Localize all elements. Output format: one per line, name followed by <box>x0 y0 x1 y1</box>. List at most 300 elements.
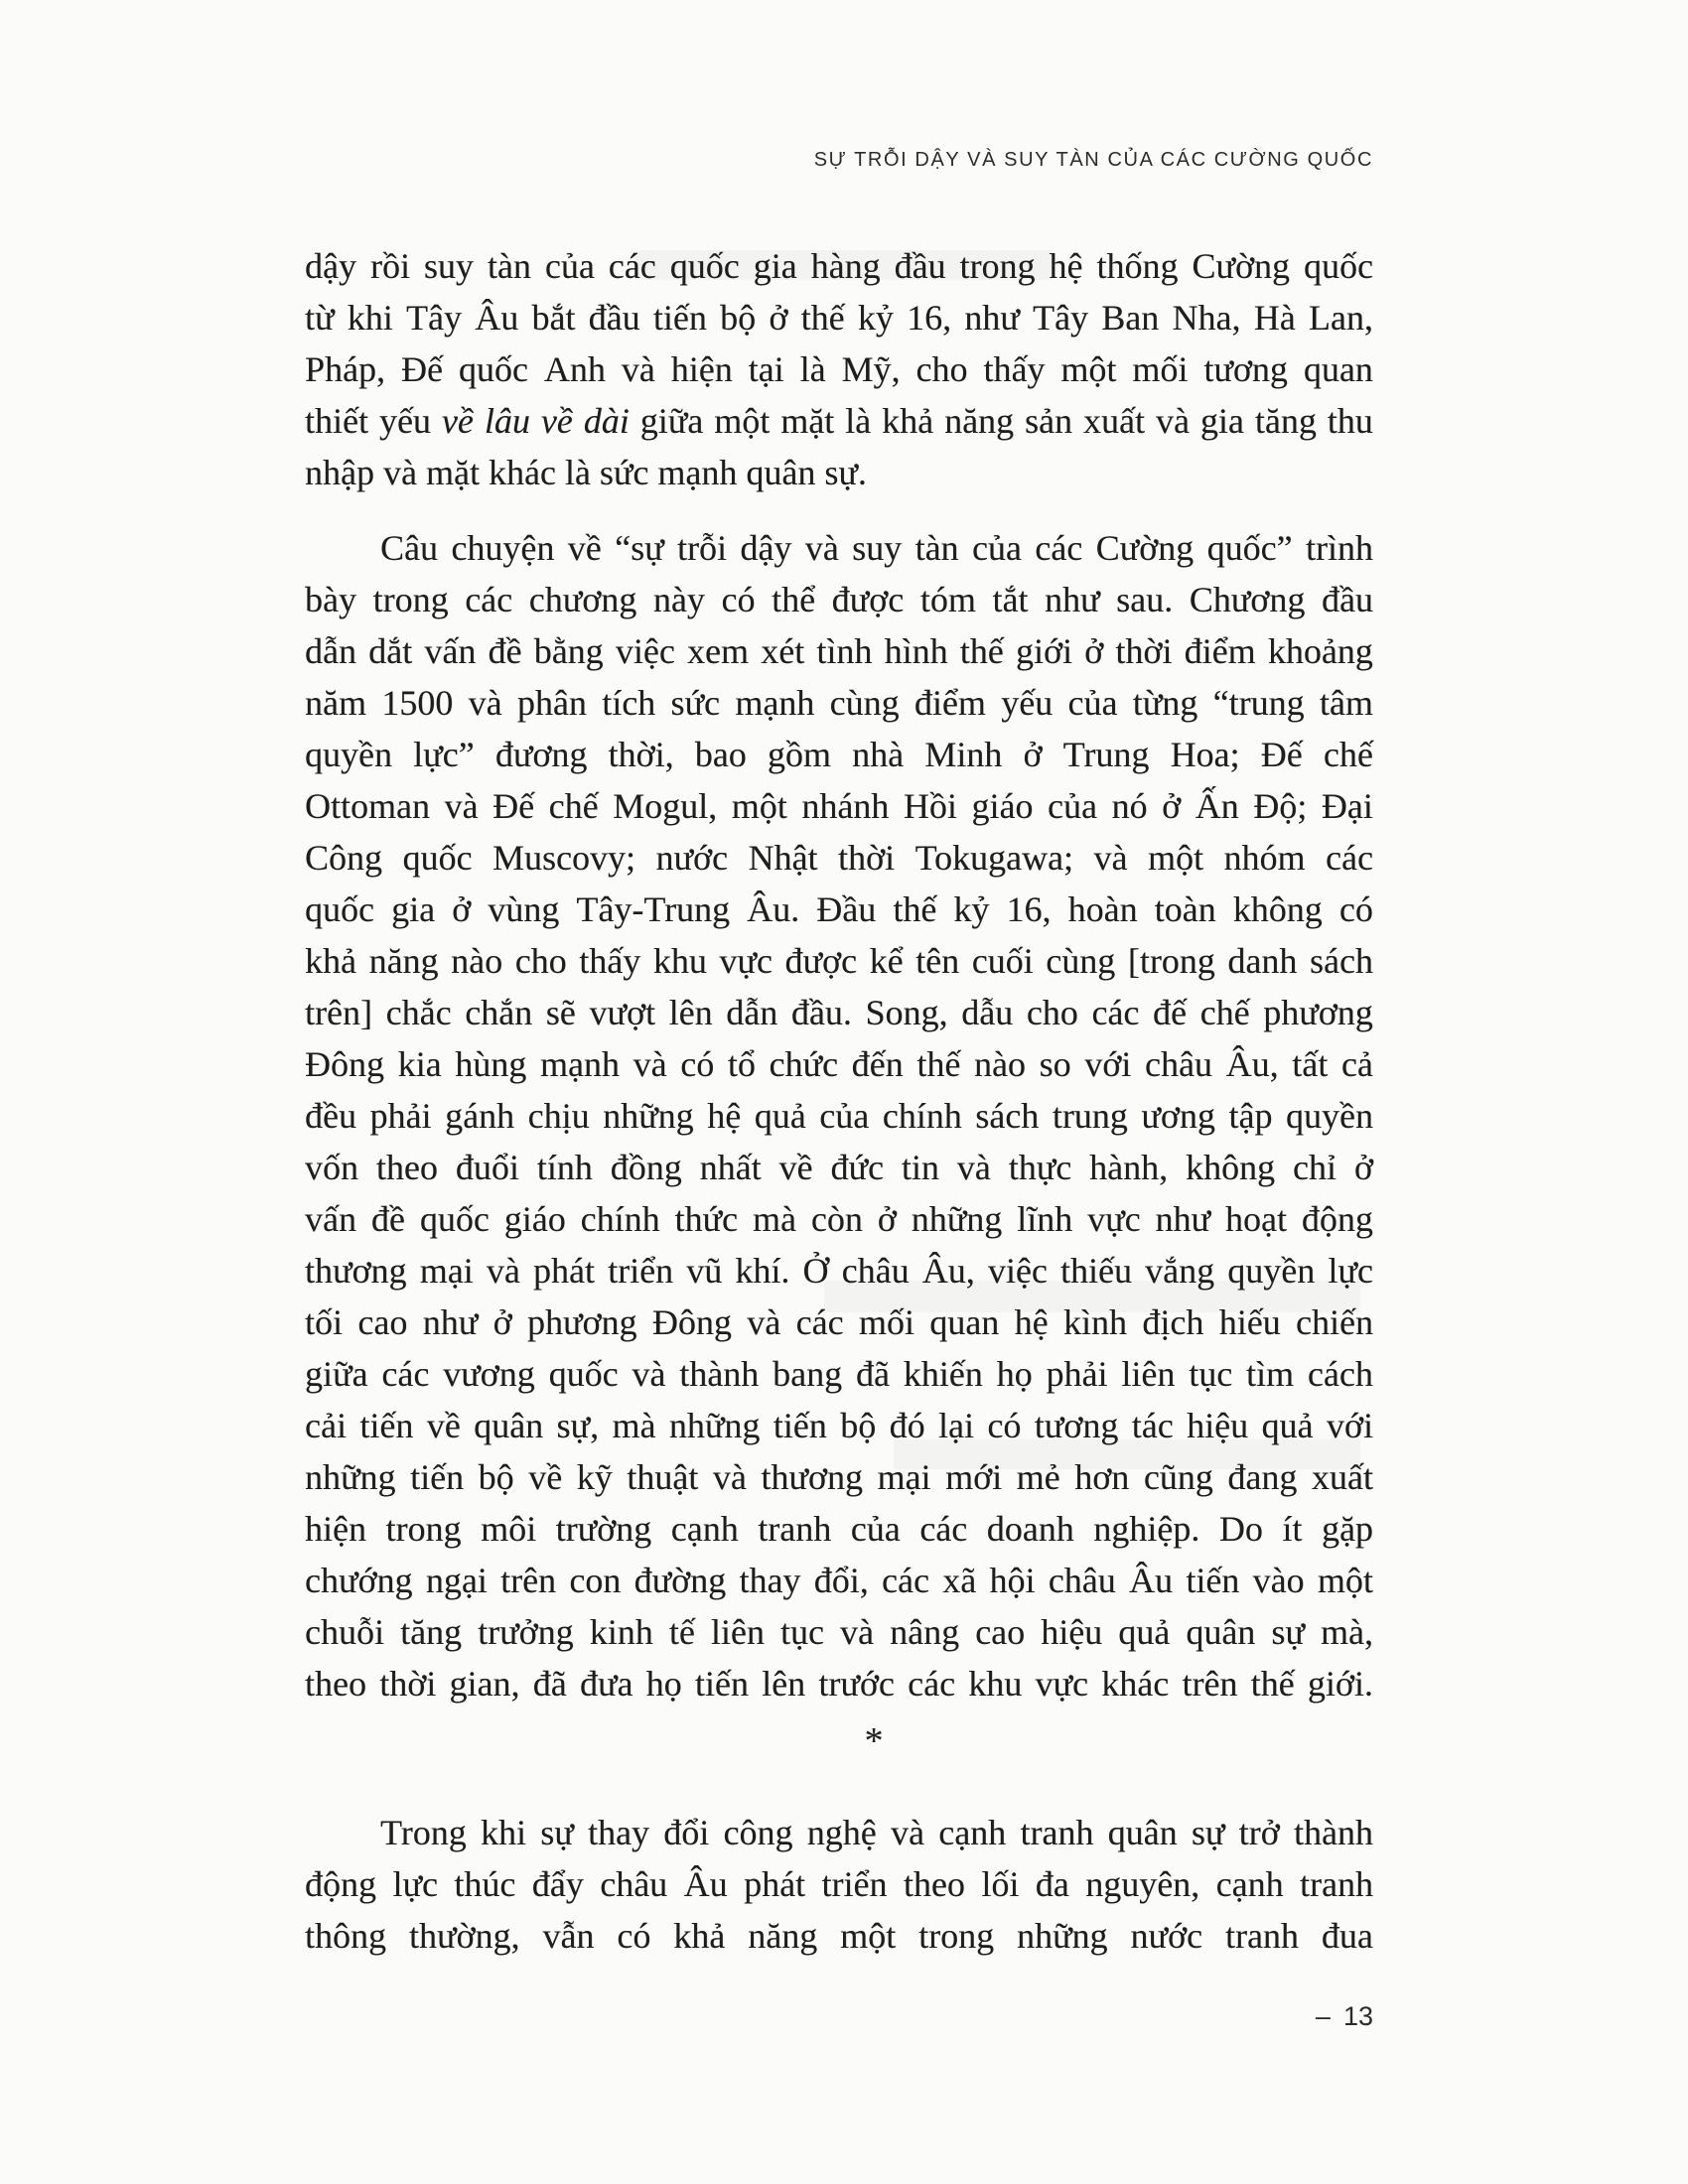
word: gia <box>391 889 436 929</box>
section-separator: * <box>864 1720 884 1762</box>
word: sự <box>540 1813 574 1852</box>
word: mại <box>419 1251 474 1291</box>
word: cạnh <box>1215 1864 1284 1904</box>
word: mà <box>612 1406 656 1445</box>
word: quyền <box>1227 1251 1316 1291</box>
word: giới <box>1015 631 1072 671</box>
word: tóm <box>919 580 976 619</box>
word: này <box>652 580 705 619</box>
word: “sự <box>615 528 664 568</box>
word: suy <box>423 246 474 286</box>
page-number-value: 13 <box>1342 2001 1373 2031</box>
word: chính <box>580 1199 660 1239</box>
word: khoảng <box>1267 631 1373 671</box>
text-line <box>305 832 1373 884</box>
word: Đại <box>1321 786 1373 826</box>
paragraph-3 <box>305 1807 1373 1962</box>
word: [trong <box>1127 941 1215 981</box>
word: mối <box>858 1302 914 1342</box>
word: với <box>1084 1044 1132 1084</box>
text-line <box>305 1858 1373 1910</box>
word: cạnh <box>938 1813 1007 1852</box>
word: những <box>305 1457 396 1497</box>
word: lên <box>762 1664 806 1704</box>
word: công <box>723 1813 793 1852</box>
word: và <box>486 1251 520 1291</box>
word: về <box>441 401 474 441</box>
word: khả <box>305 941 356 981</box>
word: Âu, <box>921 1251 975 1291</box>
word: trình <box>1305 528 1373 568</box>
word: một <box>840 1916 897 1956</box>
word: Đông <box>651 1302 732 1342</box>
word: thương <box>305 1251 407 1291</box>
word: đang <box>1227 1457 1298 1497</box>
word: giới. <box>1307 1664 1373 1704</box>
word: vẫn <box>542 1916 595 1956</box>
word: các <box>465 580 513 619</box>
word: cạnh <box>670 1509 739 1549</box>
word: trưởng <box>478 1612 574 1652</box>
word: vốn <box>305 1148 358 1187</box>
text-line <box>305 729 1373 780</box>
word: và <box>747 1302 781 1342</box>
word: Ở <box>802 1251 829 1291</box>
word: ở <box>1353 1148 1373 1187</box>
word: bày <box>305 580 356 619</box>
word: địch <box>1142 1302 1204 1342</box>
word: đường <box>633 1561 727 1600</box>
word: châu <box>600 1864 668 1904</box>
word: phát <box>744 1864 806 1904</box>
word: thay <box>739 1561 801 1600</box>
word: cùng <box>829 683 900 723</box>
word: như <box>1045 580 1100 619</box>
word: và <box>632 1354 666 1394</box>
word: ở <box>877 1199 897 1239</box>
word: quốc <box>458 349 528 389</box>
word: đầu <box>894 246 946 286</box>
word: hoàn <box>1067 889 1138 929</box>
word: liên <box>710 1612 765 1652</box>
word: sự <box>1191 1813 1225 1852</box>
word: trước <box>818 1664 895 1704</box>
word: Minh <box>924 735 1003 774</box>
word: liên <box>1121 1354 1176 1394</box>
word: thời <box>1115 631 1173 671</box>
text-line <box>305 240 1373 292</box>
word: bộ <box>840 1406 877 1445</box>
word: một <box>714 401 771 441</box>
word: giữa <box>305 1354 368 1394</box>
word: khả <box>673 1916 726 1956</box>
word: tranh <box>1020 1813 1094 1852</box>
word: hùng <box>455 1044 527 1084</box>
word: hiệu <box>1187 1406 1249 1445</box>
word: vực <box>1087 1199 1141 1239</box>
word: trở <box>1238 1813 1280 1852</box>
word: 1500 <box>381 683 454 723</box>
word: chắc <box>385 993 452 1032</box>
word: được <box>831 580 905 619</box>
text-line <box>305 935 1373 987</box>
word: trên <box>500 1561 557 1600</box>
paragraph-2 <box>305 522 1373 1709</box>
word: lực <box>392 1864 438 1904</box>
word: với <box>1326 1406 1373 1445</box>
word: của <box>850 1509 901 1549</box>
text-line <box>305 1503 1373 1555</box>
word: và <box>956 1148 991 1187</box>
word: thực <box>1008 1148 1072 1187</box>
word: đồng <box>610 1148 682 1187</box>
word: tàn <box>487 246 531 286</box>
word: cho <box>915 349 968 389</box>
word: trong <box>959 246 1036 286</box>
word: tranh <box>758 1509 832 1549</box>
word: trong <box>385 1509 462 1549</box>
word: chịu <box>527 1096 590 1136</box>
word: cho <box>514 941 567 981</box>
word: tin <box>901 1148 939 1187</box>
text-section-1 <box>305 240 1373 1709</box>
text-line <box>305 574 1373 625</box>
word: nào <box>451 941 503 981</box>
word: rồi <box>369 246 410 286</box>
text-line <box>305 1910 1373 1962</box>
word: về <box>778 1148 813 1187</box>
word: chướng <box>305 1561 413 1600</box>
word: tích <box>602 683 656 723</box>
word: những <box>668 1406 761 1445</box>
word: đẩy <box>531 1864 584 1904</box>
word: tính <box>536 1148 593 1187</box>
word: cả <box>1340 1044 1373 1084</box>
word: Âu <box>683 1864 728 1904</box>
word: hội <box>989 1561 1036 1600</box>
word: trong <box>918 1916 995 1956</box>
word: tối <box>305 1302 344 1342</box>
word: về <box>567 528 602 568</box>
word: tục <box>1189 1354 1233 1394</box>
word: hiệu <box>1041 1612 1103 1652</box>
word: “trung <box>1212 683 1305 723</box>
word: nhánh <box>801 786 890 826</box>
word: sức <box>670 683 720 723</box>
word: đầu. <box>790 993 852 1032</box>
word: của <box>1067 683 1118 723</box>
word: tất <box>1292 1044 1329 1084</box>
word: đã <box>532 1664 567 1704</box>
word: nghệ <box>806 1813 877 1852</box>
word: quốc <box>669 246 740 286</box>
word: tàn <box>914 528 959 568</box>
text-line <box>305 1245 1373 1297</box>
word: khi <box>347 298 393 338</box>
page-number-dash: – <box>1315 2001 1331 2031</box>
word: Ottoman <box>305 786 430 826</box>
word: Chương <box>1189 580 1306 619</box>
word: vùng <box>488 889 560 929</box>
word: họ <box>996 1354 1033 1394</box>
word: đầu <box>1321 580 1373 619</box>
word: gian, <box>449 1664 520 1704</box>
word: hiếu <box>1218 1302 1281 1342</box>
word: ở <box>769 298 788 338</box>
word: trong <box>372 580 449 619</box>
text-line <box>305 343 1373 395</box>
word: suy <box>852 528 903 568</box>
text-line <box>305 987 1373 1038</box>
word: phải <box>1046 1354 1108 1394</box>
word: từ <box>305 298 335 338</box>
word: quốc <box>548 1354 619 1394</box>
word: Song, <box>865 993 948 1032</box>
word: là <box>845 401 872 441</box>
word: chương <box>528 580 637 619</box>
word: chuỗi <box>305 1612 384 1652</box>
text-line <box>305 292 1373 343</box>
word: ở <box>1162 786 1182 826</box>
word: Ấn <box>1195 786 1239 826</box>
word: kỹ <box>576 1457 613 1497</box>
word: nhóm <box>1223 838 1306 878</box>
word: thương <box>761 1457 863 1497</box>
word: thời <box>379 1664 437 1704</box>
word: tại <box>748 349 784 389</box>
word: Anh <box>543 349 606 389</box>
word: Đế <box>1260 735 1303 774</box>
word: mà, <box>1321 1612 1373 1652</box>
word: hàng <box>810 246 881 286</box>
word: về <box>528 1457 563 1497</box>
word: gia <box>753 246 797 286</box>
word: nâng <box>890 1612 960 1652</box>
word: từng <box>1132 683 1198 723</box>
word: 16, <box>907 298 952 338</box>
word: khác <box>1101 1664 1170 1704</box>
word: tìm <box>1246 1354 1295 1394</box>
text-line <box>305 395 1373 447</box>
word: quả <box>754 1096 806 1136</box>
word: phương <box>1263 993 1373 1032</box>
word: các <box>908 1664 956 1704</box>
word: quả <box>1261 1406 1314 1445</box>
word: đua <box>1321 1916 1373 1956</box>
word: tương <box>1034 1406 1119 1445</box>
word: xuất <box>1311 1457 1373 1497</box>
word: những <box>603 1096 694 1136</box>
word: Âu <box>1129 1561 1174 1600</box>
word: đã <box>855 1354 890 1394</box>
word: kỷ <box>953 889 990 929</box>
word: đến <box>851 1044 904 1084</box>
word: chắn <box>465 993 533 1032</box>
word: bằng <box>533 631 604 671</box>
word: lên <box>668 993 713 1032</box>
word: thành <box>679 1354 760 1394</box>
word: trỗi <box>677 528 728 568</box>
word: châu <box>1144 1044 1212 1084</box>
word: giữa <box>639 401 704 441</box>
word: theo <box>375 1148 438 1187</box>
word: Hà <box>1253 298 1296 338</box>
word: những <box>911 1199 1003 1239</box>
word: nhà <box>852 735 905 774</box>
word: tranh <box>1224 1916 1299 1956</box>
word: đều <box>305 1096 356 1136</box>
word: các <box>795 1302 844 1342</box>
word: Hồi <box>903 786 957 826</box>
word: triển <box>608 1251 674 1291</box>
text-line: nhập và mặt khác là sức mạnh quân sự. <box>305 453 867 492</box>
word: mại <box>877 1457 931 1497</box>
word: sau. <box>1116 580 1174 619</box>
word: một <box>1147 838 1203 878</box>
word: thế <box>893 889 937 929</box>
word: Tây-Trung <box>576 889 731 929</box>
word: thu <box>1327 401 1373 441</box>
word: và <box>712 1457 747 1497</box>
word: về <box>540 401 573 441</box>
word: thấy <box>579 941 641 981</box>
word: chiến <box>1296 1302 1373 1342</box>
word: quan <box>929 1302 1000 1342</box>
word: đương <box>494 735 588 774</box>
word: chức <box>769 1044 839 1084</box>
word: các <box>919 1509 968 1549</box>
word: vấn <box>305 1199 356 1239</box>
word: chính <box>882 1096 962 1136</box>
word: còn <box>810 1199 863 1239</box>
word: gánh <box>445 1096 515 1136</box>
word: các <box>1035 528 1083 568</box>
word: thông <box>305 1916 387 1956</box>
word: Pháp, <box>305 349 385 389</box>
word: tiến <box>359 1406 414 1445</box>
word: cũng <box>1143 1457 1213 1497</box>
word: Đầu <box>816 889 877 929</box>
word: đuổi <box>455 1148 519 1187</box>
word: tổ <box>727 1044 756 1084</box>
word: có <box>987 1406 1022 1445</box>
word: thành <box>1293 1813 1373 1852</box>
word: trên <box>1182 1664 1238 1704</box>
word: xuất <box>1082 401 1145 441</box>
word: Câu <box>380 528 438 568</box>
word: điểm <box>914 683 986 723</box>
word: Công <box>305 838 383 878</box>
word: việc <box>987 1251 1048 1291</box>
word: có <box>721 580 756 619</box>
word: có <box>680 1044 715 1084</box>
word: kia <box>397 1044 442 1084</box>
word: gia <box>1199 401 1244 441</box>
word: Lan, <box>1308 298 1373 338</box>
word: Âu <box>475 298 519 338</box>
word: Cường <box>1192 246 1290 286</box>
word: một <box>1317 1561 1373 1600</box>
word: quốc <box>419 1199 490 1239</box>
word: Độ; <box>1253 786 1308 826</box>
word: cách <box>1307 1354 1373 1394</box>
text-section-2 <box>305 1807 1373 1962</box>
word: tiến <box>773 1406 827 1445</box>
word: Tokugawa; <box>914 838 1073 878</box>
word: nó <box>1111 786 1148 826</box>
word: của <box>819 1096 870 1136</box>
word: theo <box>903 1864 965 1904</box>
word: và <box>444 786 479 826</box>
word: tục <box>779 1612 824 1652</box>
word: về <box>426 1406 461 1445</box>
word: tập <box>1228 1096 1273 1136</box>
word: lực <box>1328 1251 1373 1291</box>
word: lĩnh <box>1017 1199 1073 1239</box>
word: và <box>468 683 502 723</box>
word: tác <box>1131 1406 1174 1445</box>
word: của <box>971 528 1022 568</box>
word: tắt <box>992 580 1029 619</box>
word: ở <box>492 1302 512 1342</box>
word: vũ <box>686 1251 723 1291</box>
text-line <box>305 884 1373 935</box>
word: Đế <box>492 786 535 826</box>
word: bang <box>773 1354 843 1394</box>
word: thiếu <box>1060 1251 1132 1291</box>
word: trường <box>555 1509 652 1549</box>
paragraph-1 <box>305 240 1373 498</box>
word: châu <box>841 1251 910 1291</box>
word: theo <box>305 1664 366 1704</box>
word: nhất <box>699 1148 762 1187</box>
word: thống <box>1096 246 1179 286</box>
word: 16, <box>1006 889 1052 929</box>
text-line <box>305 1193 1373 1245</box>
word: nguyên, <box>1085 1864 1200 1904</box>
word: phân <box>516 683 587 723</box>
word: Hoa; <box>1170 735 1240 774</box>
word: vực <box>719 941 773 981</box>
word: xét <box>761 631 805 671</box>
text-line <box>305 1400 1373 1451</box>
word: Do <box>1218 1509 1263 1549</box>
word: nào <box>973 1044 1026 1084</box>
word: mạnh <box>539 1044 620 1084</box>
word: hiện <box>305 1509 366 1549</box>
word: các <box>1326 838 1373 878</box>
word: hiện <box>670 349 733 389</box>
text-line <box>305 1142 1373 1193</box>
word: thời, <box>608 735 674 774</box>
word: hơn <box>1074 1457 1130 1497</box>
word: năng <box>944 401 1015 441</box>
word: và <box>633 1044 667 1084</box>
word: thấy <box>983 349 1046 389</box>
text-line <box>305 677 1373 729</box>
word: nghiệp. <box>1093 1509 1200 1549</box>
word: dẫn <box>726 993 778 1032</box>
word: quốc” <box>1206 528 1293 568</box>
word: môi <box>481 1509 537 1549</box>
word: trung <box>1052 1096 1128 1136</box>
word: tiến <box>410 1457 465 1497</box>
word: tương <box>1203 349 1288 389</box>
word: Nha, <box>1172 298 1241 338</box>
word: động <box>1301 1199 1373 1239</box>
word: động <box>305 1864 376 1904</box>
word: Âu. <box>747 889 800 929</box>
